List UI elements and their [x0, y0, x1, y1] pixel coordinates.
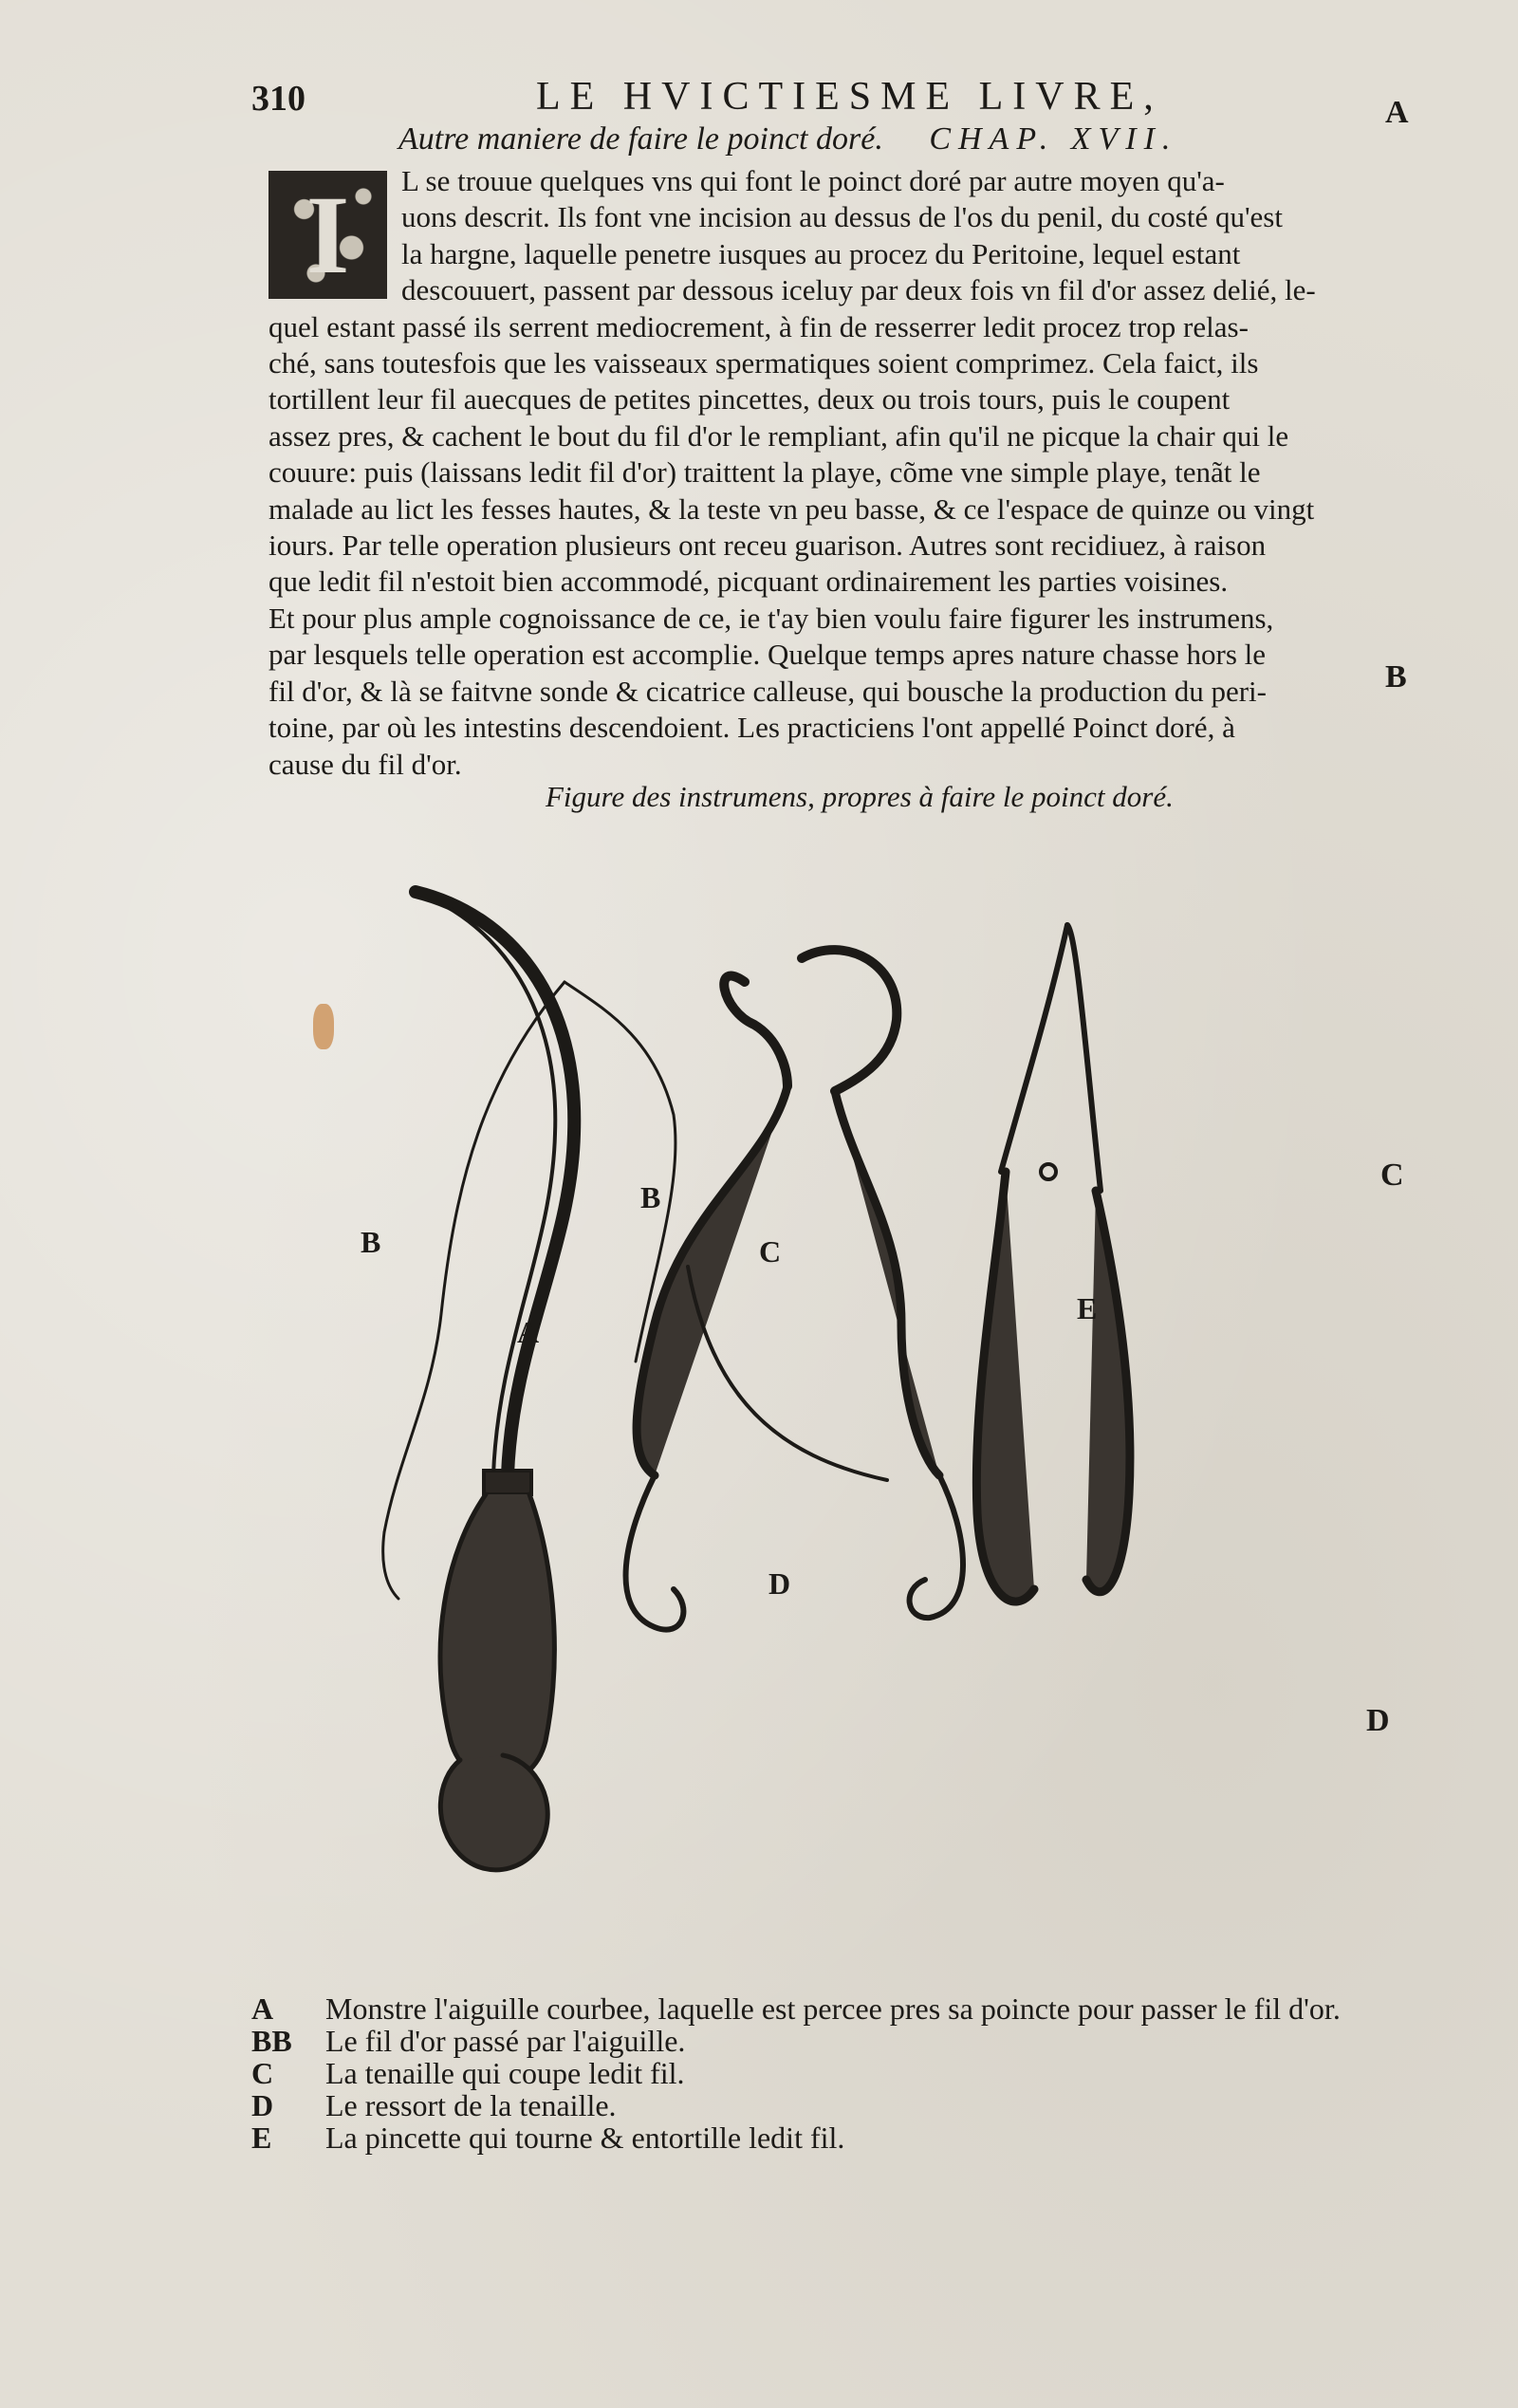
curved-needle — [416, 892, 574, 1870]
text-line: cause du fil d'or. — [268, 747, 462, 781]
figure-label-c: C — [759, 1234, 782, 1269]
text-line: quel estant passé ils serrent mediocrement, à fin de resserrer ledit procez trop relas- — [268, 309, 1249, 343]
legend-key: BB — [251, 2024, 292, 2058]
legend-description: La tenaille qui coupe ledit fil. — [325, 2056, 685, 2090]
margin-letter-b: B — [1385, 659, 1407, 695]
figure-label-b-left: B — [361, 1225, 381, 1259]
twisting-pincette — [976, 925, 1130, 1602]
drop-cap-letter: I — [305, 173, 350, 297]
legend-key: C — [251, 2056, 274, 2090]
figure-label-a: A — [517, 1315, 540, 1349]
instrument-woodcut — [361, 868, 1224, 1988]
legend-row — [251, 2025, 1342, 2057]
running-title: LE HVICTIESME LIVRE, — [536, 75, 1163, 119]
text-line: malade au lict les fesses hautes, & la teste vn peu basse, & ce l'espace de quinze ou vingt — [268, 491, 1315, 526]
paper-stain — [313, 1004, 334, 1049]
text-line: Et pour plus ample cognoissance de ce, ie t'ay bien voulu faire figurer les instrumens, — [268, 601, 1274, 635]
figure-label-d: D — [768, 1566, 791, 1601]
legend-key: E — [251, 2121, 272, 2155]
figure-label-e: E — [1077, 1291, 1098, 1325]
legend-row — [251, 2089, 1342, 2121]
text-line: tortillent leur fil auecques de petites pincettes, deux ou trois tours, puis le coupent — [268, 382, 1231, 417]
text-line: toine, par où les intestins descendoient. Les practiciens l'ont appellé Poinct doré, à — [268, 711, 1235, 745]
legend-description: Le ressort de la tenaille. — [325, 2088, 617, 2122]
text-line: que ledit fil n'estoit bien accommodé, picquant ordinairement les parties voisines. — [268, 565, 1229, 599]
margin-letter-a: A — [1385, 95, 1409, 130]
figure-legend — [251, 1992, 1342, 2154]
chapter-number: CHAP. XVII. — [929, 121, 1178, 157]
text-line: la hargne, laquelle penetre iusques au procez du Peritoine, lequel estant — [401, 236, 1241, 270]
legend-description: Monstre l'aiguille courbee, laquelle est percee pres sa poincte pour passer le fil d'or. — [325, 1991, 1341, 2026]
legend-description: Le fil d'or passé par l'aiguille. — [325, 2024, 686, 2058]
body-text — [268, 163, 1388, 783]
chapter-title: Autre maniere de faire le poinct doré. — [398, 121, 883, 157]
text-line: assez pres, & cachent le bout du fil d'or le rempliant, afin qu'il ne picque la chair qui le — [268, 418, 1289, 453]
text-line: L se trouue quelques vns qui font le poinct doré par autre moyen qu'a- — [401, 164, 1225, 197]
margin-letter-d: D — [1366, 1703, 1390, 1738]
legend-key: D — [251, 2088, 274, 2122]
text-line: descouuert, passent par dessous iceluy par deux fois vn fil d'or assez delié, le- — [401, 273, 1316, 307]
text-line: ché, sans toutesfois que les vaisseaux spermatiques soient comprimez. Cela faict, ils — [268, 346, 1259, 380]
figure-label-b-right: B — [640, 1180, 661, 1214]
text-line: fil d'or, & là se faitvne sonde & cicatrice calleuse, qui bousche la production du peri- — [268, 674, 1267, 708]
legend-description: La pincette qui tourne & entortille ledit fil. — [325, 2121, 845, 2155]
legend-row — [251, 2121, 1342, 2154]
legend-row — [251, 2057, 1342, 2089]
legend-key: A — [251, 1991, 274, 2026]
figure-caption: Figure des instrumens, propres à faire le poinct doré. — [546, 780, 1174, 813]
page-number: 310 — [251, 79, 305, 119]
chapter-heading — [398, 121, 1177, 157]
text-line: couure: puis (laissans ledit fil d'or) traittent la playe, cõme vne simple playe, tenãt le — [268, 455, 1261, 490]
text-line: par lesquels telle operation est accomplie. Quelque temps apres nature chasse hors le — [268, 638, 1267, 672]
page-header — [251, 74, 1210, 121]
legend-row — [251, 1992, 1342, 2025]
margin-letter-c: C — [1380, 1158, 1404, 1193]
text-line: uons descrit. Ils font vne incision au dessus de l'os du penil, du costé qu'est — [401, 200, 1283, 234]
text-line: iours. Par telle operation plusieurs ont receu guarison. Autres sont recidiuez, à raison — [268, 528, 1267, 563]
cutting-nippers — [626, 950, 963, 1629]
